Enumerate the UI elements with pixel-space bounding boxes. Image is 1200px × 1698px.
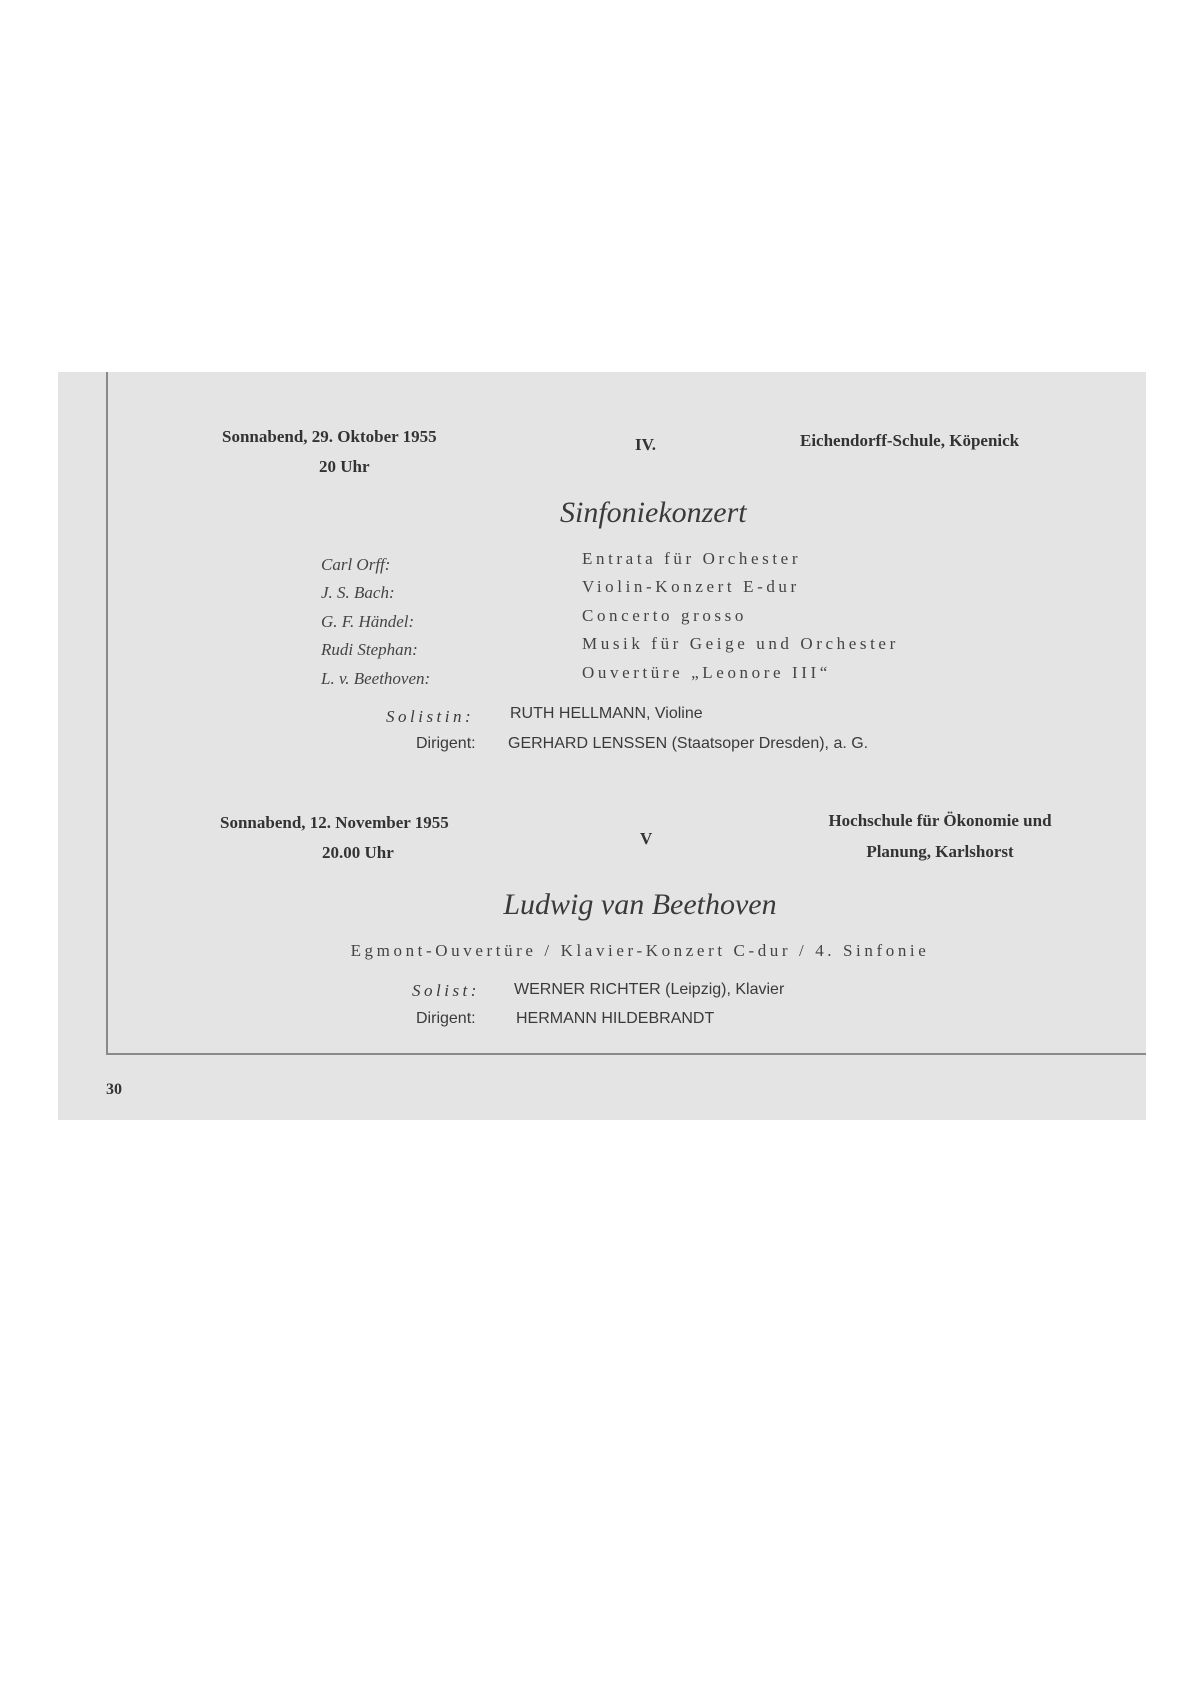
concert-v-conductor-label: Dirigent: <box>416 1010 476 1027</box>
concert-v-soloist-label: Solist: <box>412 981 480 1000</box>
concert-iv-time: 20 Uhr <box>319 457 370 476</box>
program-work: Ouvertüre „Leonore III“ <box>582 663 831 682</box>
concert-iv-date: Sonnabend, 29. Oktober 1955 <box>222 427 437 446</box>
concert-v-soloist: WERNER RICHTER (Leipzig), Klavier <box>514 981 785 998</box>
program-composer: G. F. Händel: <box>321 612 415 631</box>
concert-v-program: Egmont-Ouvertüre / Klavier-Konzert C-dur / 4. Sinfonie <box>350 941 930 960</box>
concert-v-conductor: HERMANN HILDEBRANDT <box>516 1010 715 1027</box>
frame-rule-bottom <box>106 1053 1146 1055</box>
concert-iv-soloist-label: Solistin: <box>386 707 475 726</box>
concert-v-number: V <box>640 829 653 848</box>
concert-v-venue-line2: Planung, Karlshorst <box>866 842 1014 861</box>
concert-v-venue-line1: Hochschule für Ökonomie und <box>828 811 1052 830</box>
program-composer: Rudi Stephan: <box>321 640 418 659</box>
concert-v-date: Sonnabend, 12. November 1955 <box>220 813 449 832</box>
concert-v-title: Ludwig van Beethoven <box>503 888 777 921</box>
frame-rule-left <box>106 372 108 1054</box>
concert-iv-venue: Eichendorff-Schule, Köpenick <box>800 431 1020 450</box>
concert-iv-number: IV. <box>635 435 656 454</box>
program-composer: L. v. Beethoven: <box>321 669 431 688</box>
page-number: 30 <box>106 1081 122 1098</box>
concert-iv-conductor-label: Dirigent: <box>416 735 476 752</box>
concert-v-time: 20.00 Uhr <box>322 843 394 862</box>
program-work: Concerto grosso <box>582 606 747 625</box>
program-composer: Carl Orff: <box>321 555 391 574</box>
concert-iv-conductor: GERHARD LENSSEN (Staatsoper Dresden), a. G. <box>508 735 869 752</box>
program-work: Violin-Konzert E-dur <box>582 577 800 596</box>
program-composer: J. S. Bach: <box>321 583 395 602</box>
concert-iv-soloist: RUTH HELLMANN, Violine <box>510 705 703 722</box>
program-work: Entrata für Orchester <box>582 549 802 568</box>
program-work: Musik für Geige und Orchester <box>582 634 899 653</box>
concert-iv-title: Sinfoniekonzert <box>560 496 747 529</box>
